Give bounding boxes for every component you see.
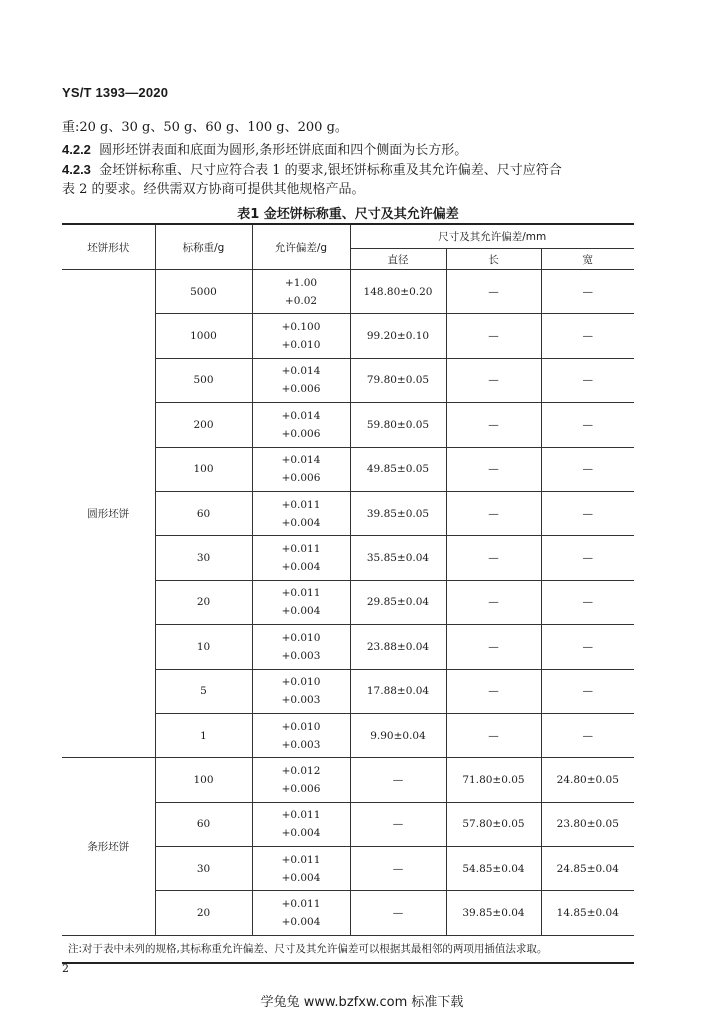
cell-tolerance <box>252 625 350 669</box>
cell-length: — <box>446 713 541 757</box>
cell-diameter: 23.88±0.04 <box>350 625 446 669</box>
cell-weight: 500 <box>155 358 252 402</box>
cell-tolerance <box>252 758 350 802</box>
tolerance-lower: +0.004 <box>281 916 321 929</box>
tolerance-lower: +0.006 <box>281 782 321 795</box>
gold-blank-table <box>62 223 634 964</box>
paragraph-text: 圆形坯饼表面和底面为圆形,条形坯饼底面和四个侧面为长方形。 <box>99 143 468 158</box>
cell-length: — <box>446 580 541 624</box>
cell-diameter: — <box>350 802 446 846</box>
paragraph-4-2-3 <box>62 160 662 181</box>
cell-weight: 60 <box>155 802 252 846</box>
cell-width: — <box>541 491 634 535</box>
table-note: 注:对于表中未列的规格,其标称重允许偏差、尺寸及其允许偏差可以根据其最相邻的两项用插值法求取。 <box>62 935 634 963</box>
cell-weight: 30 <box>155 536 252 580</box>
tolerance-upper: +0.012 <box>281 764 321 777</box>
cell-width: — <box>541 713 634 757</box>
cell-weight: 60 <box>155 491 252 535</box>
cell-tolerance <box>252 447 350 491</box>
cell-tolerance <box>252 403 350 447</box>
tolerance-upper: +0.014 <box>281 454 321 467</box>
cell-length: — <box>446 270 541 314</box>
cell-width: — <box>541 270 634 314</box>
tolerance-lower: +0.003 <box>281 738 321 751</box>
cell-width: — <box>541 669 634 713</box>
cell-width: 24.85±0.04 <box>541 847 634 891</box>
header-shape: 坯饼形状 <box>62 224 155 270</box>
cell-tolerance <box>252 713 350 757</box>
cell-diameter: 148.80±0.20 <box>350 270 446 314</box>
cell-width: — <box>541 580 634 624</box>
tolerance-lower: +0.004 <box>281 561 321 574</box>
tolerance-upper: +0.011 <box>281 853 321 866</box>
tolerance-upper: +0.014 <box>281 409 321 422</box>
cell-width: — <box>541 314 634 358</box>
cell-tolerance <box>252 358 350 402</box>
header-dimension: 尺寸及其允许偏差/mm <box>350 224 634 249</box>
paragraph-text: 表 2 的要求。经供需双方协商可提供其他规格产品。 <box>62 182 365 197</box>
cell-tolerance <box>252 669 350 713</box>
cell-weight: 200 <box>155 403 252 447</box>
header-weight: 标称重/g <box>155 224 252 270</box>
cell-weight: 10 <box>155 625 252 669</box>
tolerance-lower: +0.004 <box>281 827 321 840</box>
cell-length: — <box>446 314 541 358</box>
tolerance-lower: +0.003 <box>281 649 321 662</box>
header-width: 宽 <box>541 249 634 270</box>
cell-weight: 100 <box>155 758 252 802</box>
tolerance-upper: +1.00 <box>284 276 318 289</box>
cell-weight: 20 <box>155 580 252 624</box>
tolerance-lower: +0.006 <box>281 472 321 485</box>
cell-length: — <box>446 669 541 713</box>
cell-weight: 100 <box>155 447 252 491</box>
paragraph-weights <box>62 118 662 138</box>
tolerance-lower: +0.010 <box>281 339 321 352</box>
table-body <box>62 270 634 936</box>
tolerance-upper: +0.011 <box>281 809 321 822</box>
cell-tolerance <box>252 270 350 314</box>
tolerance-lower: +0.003 <box>281 694 321 707</box>
cell-weight: 5000 <box>155 270 252 314</box>
header-length: 长 <box>446 249 541 270</box>
cell-shape: 条形坯饼 <box>62 758 155 936</box>
footer-watermark: 学兔兔 www.bzfxw.com 标准下载 <box>260 995 464 1010</box>
cell-diameter: 35.85±0.04 <box>350 536 446 580</box>
cell-tolerance <box>252 891 350 935</box>
cell-width: — <box>541 625 634 669</box>
cell-width: 14.85±0.04 <box>541 891 634 935</box>
cell-length: — <box>446 536 541 580</box>
cell-diameter: 59.80±0.05 <box>350 403 446 447</box>
cell-diameter: — <box>350 847 446 891</box>
cell-tolerance <box>252 536 350 580</box>
tolerance-upper: +0.011 <box>281 498 321 511</box>
cell-width: 24.80±0.05 <box>541 758 634 802</box>
cell-diameter: 29.85±0.04 <box>350 580 446 624</box>
cell-tolerance <box>252 802 350 846</box>
standard-code: YS/T 1393—2020 <box>62 85 169 100</box>
tolerance-lower: +0.006 <box>281 383 321 396</box>
cell-weight: 1000 <box>155 314 252 358</box>
tolerance-upper: +0.010 <box>281 720 321 733</box>
cell-weight: 1 <box>155 713 252 757</box>
cell-width: — <box>541 358 634 402</box>
cell-diameter: 17.88±0.04 <box>350 669 446 713</box>
tolerance-upper: +0.011 <box>281 898 321 911</box>
cell-length: 57.80±0.05 <box>446 802 541 846</box>
cell-tolerance <box>252 491 350 535</box>
cell-shape: 圆形坯饼 <box>62 270 155 758</box>
cell-length: 39.85±0.04 <box>446 891 541 935</box>
cell-diameter: 39.85±0.05 <box>350 491 446 535</box>
cell-length: 54.85±0.04 <box>446 847 541 891</box>
cell-weight: 30 <box>155 847 252 891</box>
tolerance-lower: +0.004 <box>281 605 321 618</box>
tolerance-lower: +0.004 <box>281 871 321 884</box>
cell-weight: 5 <box>155 669 252 713</box>
cell-length: — <box>446 447 541 491</box>
cell-diameter: 99.20±0.10 <box>350 314 446 358</box>
paragraph-4-2-2 <box>62 140 662 161</box>
clause-number: 4.2.2 <box>62 142 91 157</box>
cell-width: — <box>541 447 634 491</box>
cell-tolerance <box>252 580 350 624</box>
cell-tolerance <box>252 314 350 358</box>
tolerance-upper: +0.014 <box>281 365 321 378</box>
cell-diameter: 79.80±0.05 <box>350 358 446 402</box>
tolerance-upper: +0.100 <box>281 321 321 334</box>
tolerance-lower: +0.006 <box>281 427 321 440</box>
cell-length: — <box>446 358 541 402</box>
tolerance-upper: +0.010 <box>281 676 321 689</box>
cell-weight: 20 <box>155 891 252 935</box>
paragraph-4-2-3-cont <box>62 180 662 200</box>
table-caption: 表1 金坯饼标称重、尺寸及其允许偏差 <box>237 207 459 222</box>
clause-number: 4.2.3 <box>62 162 91 177</box>
cell-width: — <box>541 403 634 447</box>
tolerance-lower: +0.004 <box>281 516 321 529</box>
cell-length: — <box>446 403 541 447</box>
header-diameter: 直径 <box>350 249 446 270</box>
cell-width: 23.80±0.05 <box>541 802 634 846</box>
cell-diameter: 49.85±0.05 <box>350 447 446 491</box>
cell-length: — <box>446 625 541 669</box>
tolerance-upper: +0.011 <box>281 543 321 556</box>
table-row <box>62 270 634 314</box>
tolerance-upper: +0.010 <box>281 631 321 644</box>
cell-diameter: 9.90±0.04 <box>350 713 446 757</box>
header-tolerance: 允许偏差/g <box>252 224 350 270</box>
table-row <box>62 758 634 802</box>
cell-diameter: — <box>350 758 446 802</box>
paragraph-text: 重:20 g、30 g、50 g、60 g、100 g、200 g。 <box>62 120 348 135</box>
cell-tolerance <box>252 847 350 891</box>
tolerance-upper: +0.011 <box>281 587 321 600</box>
cell-length: — <box>446 491 541 535</box>
paragraph-text: 金坯饼标称重、尺寸应符合表 1 的要求,银坯饼标称重及其允许偏差、尺寸应符合 <box>99 163 562 178</box>
cell-width: — <box>541 536 634 580</box>
cell-diameter: — <box>350 891 446 935</box>
tolerance-lower: +0.02 <box>284 294 318 307</box>
cell-length: 71.80±0.05 <box>446 758 541 802</box>
page-number: 2 <box>62 962 69 975</box>
